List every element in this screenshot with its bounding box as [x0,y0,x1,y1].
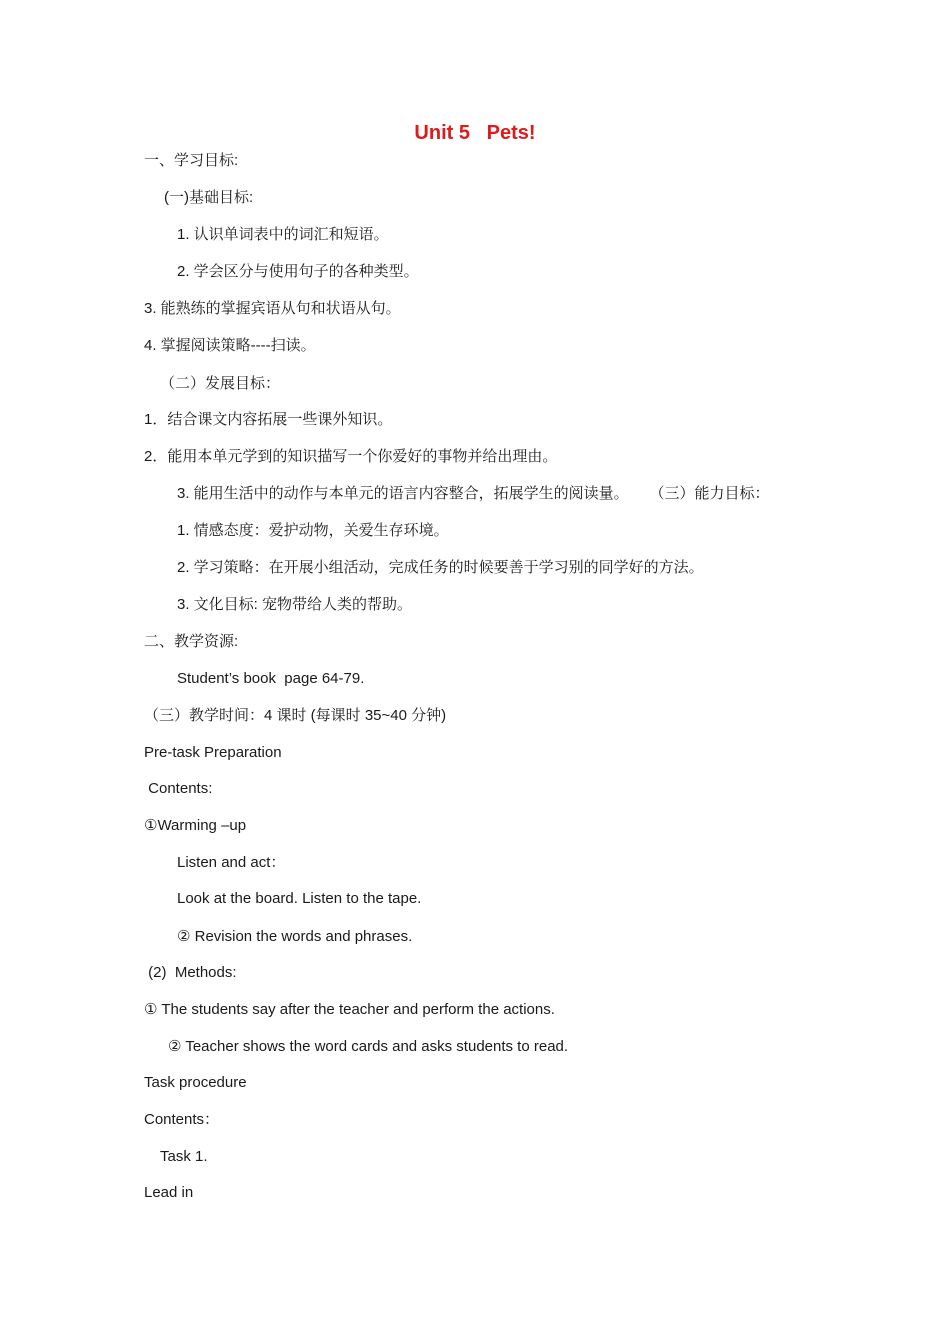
revision-words: ② Revision the words and phrases. [177,928,413,945]
task-1: Task 1. [160,1148,208,1165]
listen-and-act: Listen and act： [177,854,286,871]
subsection-development-goals: （二）发展目标： [160,375,281,392]
look-at-board: Look at the board. Listen to the tape. [177,890,422,907]
method-2: ② Teacher shows the word cards and asks students to read. [168,1038,569,1055]
document-title: Unit 5 Pets! [414,122,536,144]
section-learning-goals-heading: 一、学习目标: [144,152,239,169]
method-1: ① The students say after the teacher and perform the actions. [144,1001,555,1018]
resource-book-pages: Student’s book page 64-79. [177,670,365,687]
teaching-time: （三）教学时间：4 课时 (每课时 35~40 分钟) [144,707,447,724]
basic-goal-3: 3. 能熟练的掌握宾语从句和状语从句。 [144,300,401,317]
methods-label: (2) Methods: [144,964,237,981]
task-procedure-heading: Task procedure [144,1074,247,1091]
contents-label-2: Contents： [144,1111,220,1128]
ability-goal-3: 3. 文化目标: 宠物带给人类的帮助。 [177,596,413,613]
development-goal-1: 1．结合课文内容拓展一些课外知识。 [144,411,393,428]
section-teaching-resources-heading: 二、教学资源: [144,633,239,650]
ability-goal-2: 2. 学习策略：在开展小组活动，完成任务的时候要善于学习别的同学好的方法。 [177,559,704,576]
basic-goal-2: 2. 学会区分与使用句子的各种类型。 [177,263,419,280]
development-goal-2: 2．能用本单元学到的知识描写一个你爱好的事物并给出理由。 [144,448,558,465]
development-goal-3: 3. 能用生活中的动作与本单元的语言内容整合，拓展学生的阅读量。 （三）能力目标： [177,485,770,502]
pre-task-heading: Pre-task Preparation [144,744,282,761]
basic-goal-4: 4. 掌握阅读策略----扫读。 [144,337,316,354]
lead-in: Lead in [144,1184,194,1201]
subsection-basic-goals: (一)基础目标: [164,189,254,206]
warming-up: ①Warming –up [144,817,247,834]
basic-goal-1: 1. 认识单词表中的词汇和短语。 [177,226,389,243]
ability-goal-1: 1. 情感态度：爱护动物，关爱生存环境。 [177,522,449,539]
contents-label-1: Contents: [144,780,213,797]
